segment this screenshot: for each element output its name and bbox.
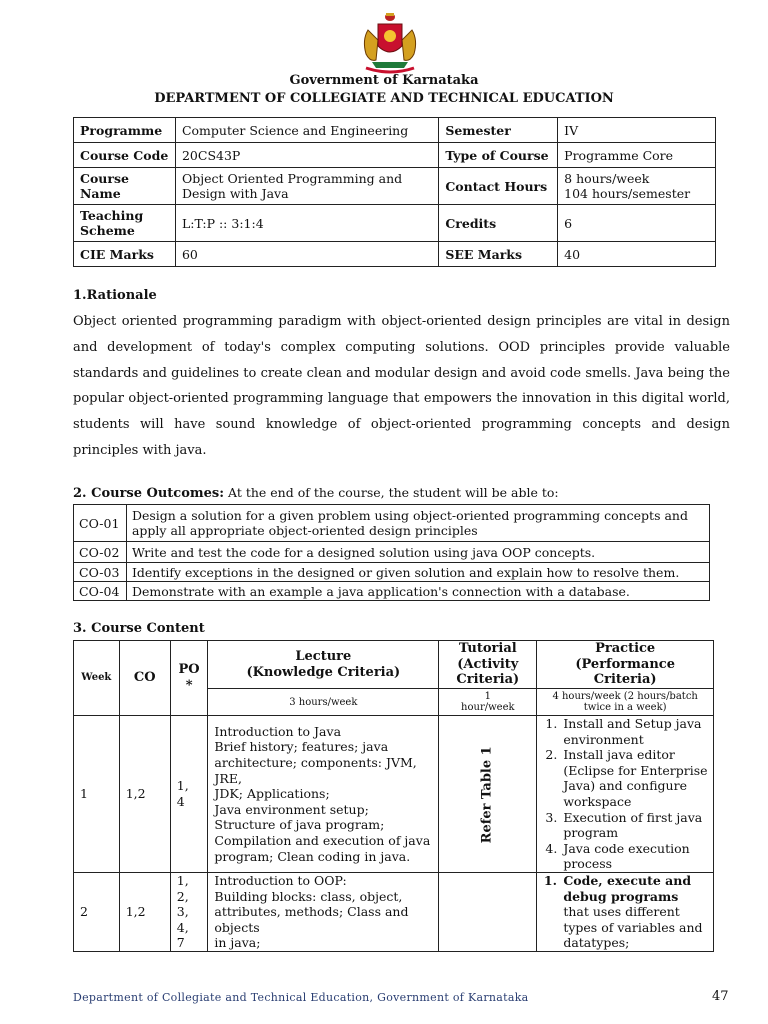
list-item bbox=[561, 716, 709, 747]
lecture-line: Java environment setup; bbox=[214, 801, 369, 817]
lecture-line: architecture; components: JVM, JRE, bbox=[214, 755, 417, 786]
lecture-line: Introduction to Java bbox=[214, 723, 342, 739]
po-mapping bbox=[170, 873, 208, 952]
po-item: 7 bbox=[176, 935, 185, 951]
practice-content bbox=[537, 716, 714, 873]
tutorial-hours bbox=[439, 689, 537, 716]
tutorial-sub-2: Criteria) bbox=[456, 672, 520, 688]
list-item bbox=[561, 873, 709, 951]
see-marks-label: SEE Marks bbox=[439, 242, 558, 267]
table-row bbox=[74, 542, 710, 563]
course-type-label: Type of Course bbox=[439, 143, 558, 168]
list-item bbox=[561, 747, 709, 809]
lecture-line: JDK; Applications; bbox=[214, 786, 330, 802]
table-row bbox=[74, 563, 710, 582]
page-footer: Department of Collegiate and Technical Education, Government of Karnataka bbox=[73, 991, 529, 1004]
course-type-value: Programme Core bbox=[558, 143, 716, 168]
rationale-heading: 1.Rationale bbox=[73, 288, 157, 303]
practice-line: Java) and configure bbox=[563, 778, 687, 794]
lecture-content bbox=[208, 873, 439, 952]
table-row bbox=[74, 505, 710, 542]
col-tutorial-header bbox=[439, 641, 537, 689]
practice-line-bold: 1. Code, execute and bbox=[563, 873, 692, 888]
lecture-line: attributes, methods; Class and objects bbox=[214, 904, 409, 935]
co-mapping: 1,2 bbox=[119, 873, 170, 952]
hours-per-week: 8 hours/week bbox=[564, 171, 650, 186]
teaching-scheme-value: L:T:P :: 3:1:4 bbox=[175, 205, 438, 242]
practice-line: 3. Execution of first java bbox=[563, 809, 703, 825]
content-heading: 3. Course Content bbox=[73, 621, 205, 636]
practice-line-bold: debug programs bbox=[563, 888, 679, 904]
lecture-line: Compilation and execution of java bbox=[214, 832, 431, 848]
co-text: Design a solution for a given problem using object-oriented programming concepts and apply all appropriate object-oriented design principles bbox=[126, 505, 709, 542]
practice-line: 1. Install and Setup java bbox=[563, 716, 702, 731]
co-id: CO-04 bbox=[74, 582, 127, 601]
practice-line: process bbox=[563, 856, 613, 872]
course-code-label: Course Code bbox=[74, 143, 176, 168]
practice-hours-1: 4 hours/week (2 hours/batch bbox=[552, 691, 698, 702]
po-item: 3, bbox=[176, 904, 189, 920]
practice-line: 2. Install java editor bbox=[563, 747, 675, 763]
lecture-subtitle: (Knowledge Criteria) bbox=[246, 664, 401, 680]
po-item: 1, bbox=[176, 873, 189, 888]
government-title: Government of Karnataka bbox=[289, 73, 479, 88]
practice-line: (Eclipse for Enterprise bbox=[563, 762, 708, 778]
co-text: Identify exceptions in the designed or given solution and explain how to resolve them. bbox=[126, 563, 709, 582]
week-number: 2 bbox=[74, 873, 120, 952]
practice-line: workspace bbox=[563, 793, 632, 809]
programme-value: Computer Science and Engineering bbox=[175, 118, 438, 143]
co-text: Write and test the code for a designed solution using java OOP concepts. bbox=[126, 542, 709, 563]
department-title: DEPARTMENT OF COLLEGIATE AND TECHNICAL EDUCATION bbox=[154, 91, 614, 106]
practice-line: environment bbox=[563, 731, 644, 747]
practice-hours bbox=[537, 689, 714, 716]
course-content-table bbox=[73, 640, 714, 952]
programme-label: Programme bbox=[74, 118, 176, 143]
page-number: 47 bbox=[712, 989, 729, 1004]
list-item bbox=[561, 810, 709, 841]
course-info-table bbox=[73, 117, 716, 267]
lecture-line: in java; bbox=[214, 935, 261, 951]
lecture-line: program; Clean coding in java. bbox=[214, 848, 411, 864]
co-id: CO-01 bbox=[74, 505, 127, 542]
col-week-header: Week bbox=[74, 641, 120, 716]
po-item: 4 bbox=[176, 794, 185, 809]
co-mapping: 1,2 bbox=[119, 716, 170, 873]
lecture-line: Introduction to OOP: bbox=[214, 873, 347, 888]
table-row bbox=[74, 582, 710, 601]
contact-hours-label: Contact Hours bbox=[439, 168, 558, 205]
tutorial-sub-1: (Activity bbox=[457, 656, 519, 672]
semester-value: IV bbox=[558, 118, 716, 143]
tutorial-reference bbox=[439, 716, 537, 873]
practice-line: program bbox=[563, 825, 619, 841]
credits-value: 6 bbox=[558, 205, 716, 242]
lecture-line: Brief history; features; java bbox=[214, 739, 389, 755]
tutorial-empty-cell bbox=[439, 873, 537, 952]
table-row bbox=[74, 873, 714, 952]
practice-line: datatypes; bbox=[563, 935, 630, 951]
week-number: 1 bbox=[74, 716, 120, 873]
rationale-text: Object oriented programming paradigm with object-oriented design principles are vital in design and development of today's complex computing solutions. OOD principles provide valuable standards and guidelines to create clean and modular design and avoid code smells. Java being the popular object-oriented programming language that empowers the innovation in this digital world, students will have sound knowledge of object-oriented programming concepts and design principles with java. bbox=[73, 314, 730, 458]
course-code-value: 20CS43P bbox=[175, 143, 438, 168]
outcomes-heading-line bbox=[73, 485, 559, 501]
hours-per-semester: 104 hours/semester bbox=[564, 186, 691, 201]
practice-title: Practice bbox=[595, 641, 656, 657]
lecture-line: Structure of java program; bbox=[214, 817, 385, 833]
practice-line: types of variables and bbox=[563, 919, 703, 935]
col-co-header: CO bbox=[119, 641, 170, 716]
po-mapping bbox=[170, 716, 208, 873]
refer-table-label: Refer Table 1 bbox=[480, 745, 496, 844]
outcomes-intro: At the end of the course, the student will be able to: bbox=[224, 485, 559, 500]
po-item: 4, bbox=[176, 919, 189, 935]
tutorial-hours-2: hour/week bbox=[461, 702, 515, 713]
list-item bbox=[561, 841, 709, 872]
po-item: 1, bbox=[176, 778, 189, 794]
col-practice-header bbox=[537, 641, 714, 689]
see-marks-value: 40 bbox=[558, 242, 716, 267]
co-id: CO-03 bbox=[74, 563, 127, 582]
cie-marks-label: CIE Marks bbox=[74, 242, 176, 267]
lecture-title: Lecture bbox=[295, 648, 352, 664]
practice-subtitle: (Performance Criteria) bbox=[575, 656, 675, 688]
lecture-hours: 3 hours/week bbox=[208, 689, 439, 716]
table-row bbox=[74, 716, 714, 873]
contact-hours-value bbox=[558, 168, 716, 205]
semester-label: Semester bbox=[439, 118, 558, 143]
co-text: Demonstrate with an example a java application's connection with a database. bbox=[126, 582, 709, 601]
practice-line: that uses different bbox=[563, 904, 680, 920]
col-lecture-header bbox=[208, 641, 439, 689]
po-item: 2, bbox=[176, 888, 189, 904]
outcomes-heading: 2. Course Outcomes: bbox=[73, 486, 225, 501]
cie-marks-value: 60 bbox=[175, 242, 438, 267]
practice-list bbox=[539, 873, 709, 951]
tutorial-hours-1: 1 bbox=[484, 691, 491, 702]
course-name-value: Object Oriented Programming and Design with Java bbox=[175, 168, 438, 205]
lecture-content bbox=[208, 716, 439, 873]
teaching-scheme-label: Teaching Scheme bbox=[74, 205, 176, 242]
course-name-label: Course Name bbox=[74, 168, 176, 205]
co-id: CO-02 bbox=[74, 542, 127, 563]
course-outcomes-table bbox=[73, 504, 710, 601]
po-star: * bbox=[185, 678, 193, 693]
po-label: PO bbox=[178, 662, 200, 678]
credits-label: Credits bbox=[439, 205, 558, 242]
practice-hours-2: twice in a week) bbox=[583, 702, 667, 713]
karnataka-emblem bbox=[352, 10, 428, 76]
lecture-line: Building blocks: class, object, bbox=[214, 888, 403, 904]
col-po-header bbox=[170, 641, 208, 716]
practice-content bbox=[537, 873, 714, 952]
practice-list bbox=[539, 716, 709, 872]
practice-line: 4. Java code execution bbox=[563, 840, 690, 856]
tutorial-title: Tutorial bbox=[458, 641, 517, 657]
